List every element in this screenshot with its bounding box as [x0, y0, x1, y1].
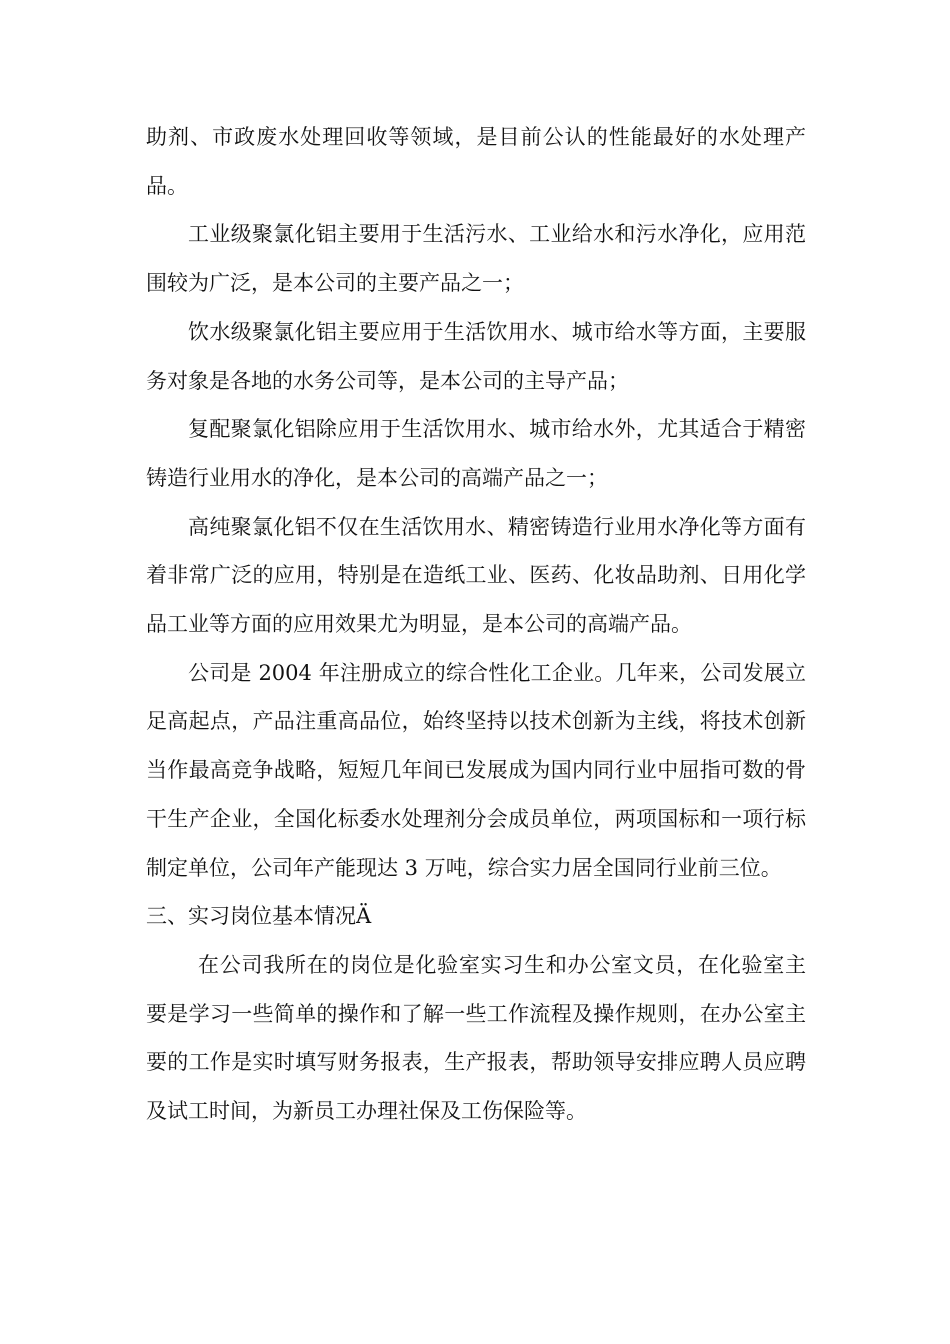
- document-body: [146, 113, 806, 1136]
- section-heading: 三、实习岗位基本情况Ä: [146, 904, 372, 929]
- paragraph-drinking-grade: 饮水级聚氯化铝主要应用于生活饮用水、城市给水等方面，主要服务对象是各地的水务公司等，是本公司的主导产品；: [146, 319, 806, 393]
- paragraph-industrial-grade: 工业级聚氯化铝主要用于生活污水、工业给水和污水净化，应用范围较为广泛，是本公司的主要产品之一；: [146, 222, 806, 296]
- paragraph-internship-role: 在公司我所在的岗位是化验室实习生和办公室文员，在化验室主要是学习一些简单的操作和了解一些工作流程及操作规则，在办公室主要的工作是实时填写财务报表，生产报表，帮助领导安排应聘人员应聘及试工时间，为新员工办理社保及工伤保险等。: [146, 952, 806, 1124]
- paragraph-compound: 复配聚氯化铝除应用于生活饮用水、城市给水外，尤其适合于精密铸造行业用水的净化，是本公司的高端产品之一；: [146, 417, 806, 490]
- paragraph-high-purity: 高纯聚氯化铝不仅在生活饮用水、精密铸造行业用水净化等方面有着非常广泛的应用，特别是在造纸工业、医药、化妆品助剂、日用化学品工业等方面的应用效果尤为明显，是本公司的高端产品。: [146, 514, 806, 637]
- paragraph-continuation: 助剂、市政废水处理回收等领域，是目前公认的性能最好的水处理产品。: [146, 125, 806, 198]
- paragraph-company-intro: 公司是 2004 年注册成立的综合性化工企业。几年来，公司发展立足高起点，产品注重高品位，始终坚持以技术创新为主线，将技术创新当作最高竞争战略，短短几年间已发展成为国内同行业中屈指可数的骨干生产企业，全国化标委水处理剂分会成员单位，两项国标和一项行标制定单位，公司年产能现达 3 万吨，综合实力居全国同行业前三位。: [146, 660, 806, 880]
